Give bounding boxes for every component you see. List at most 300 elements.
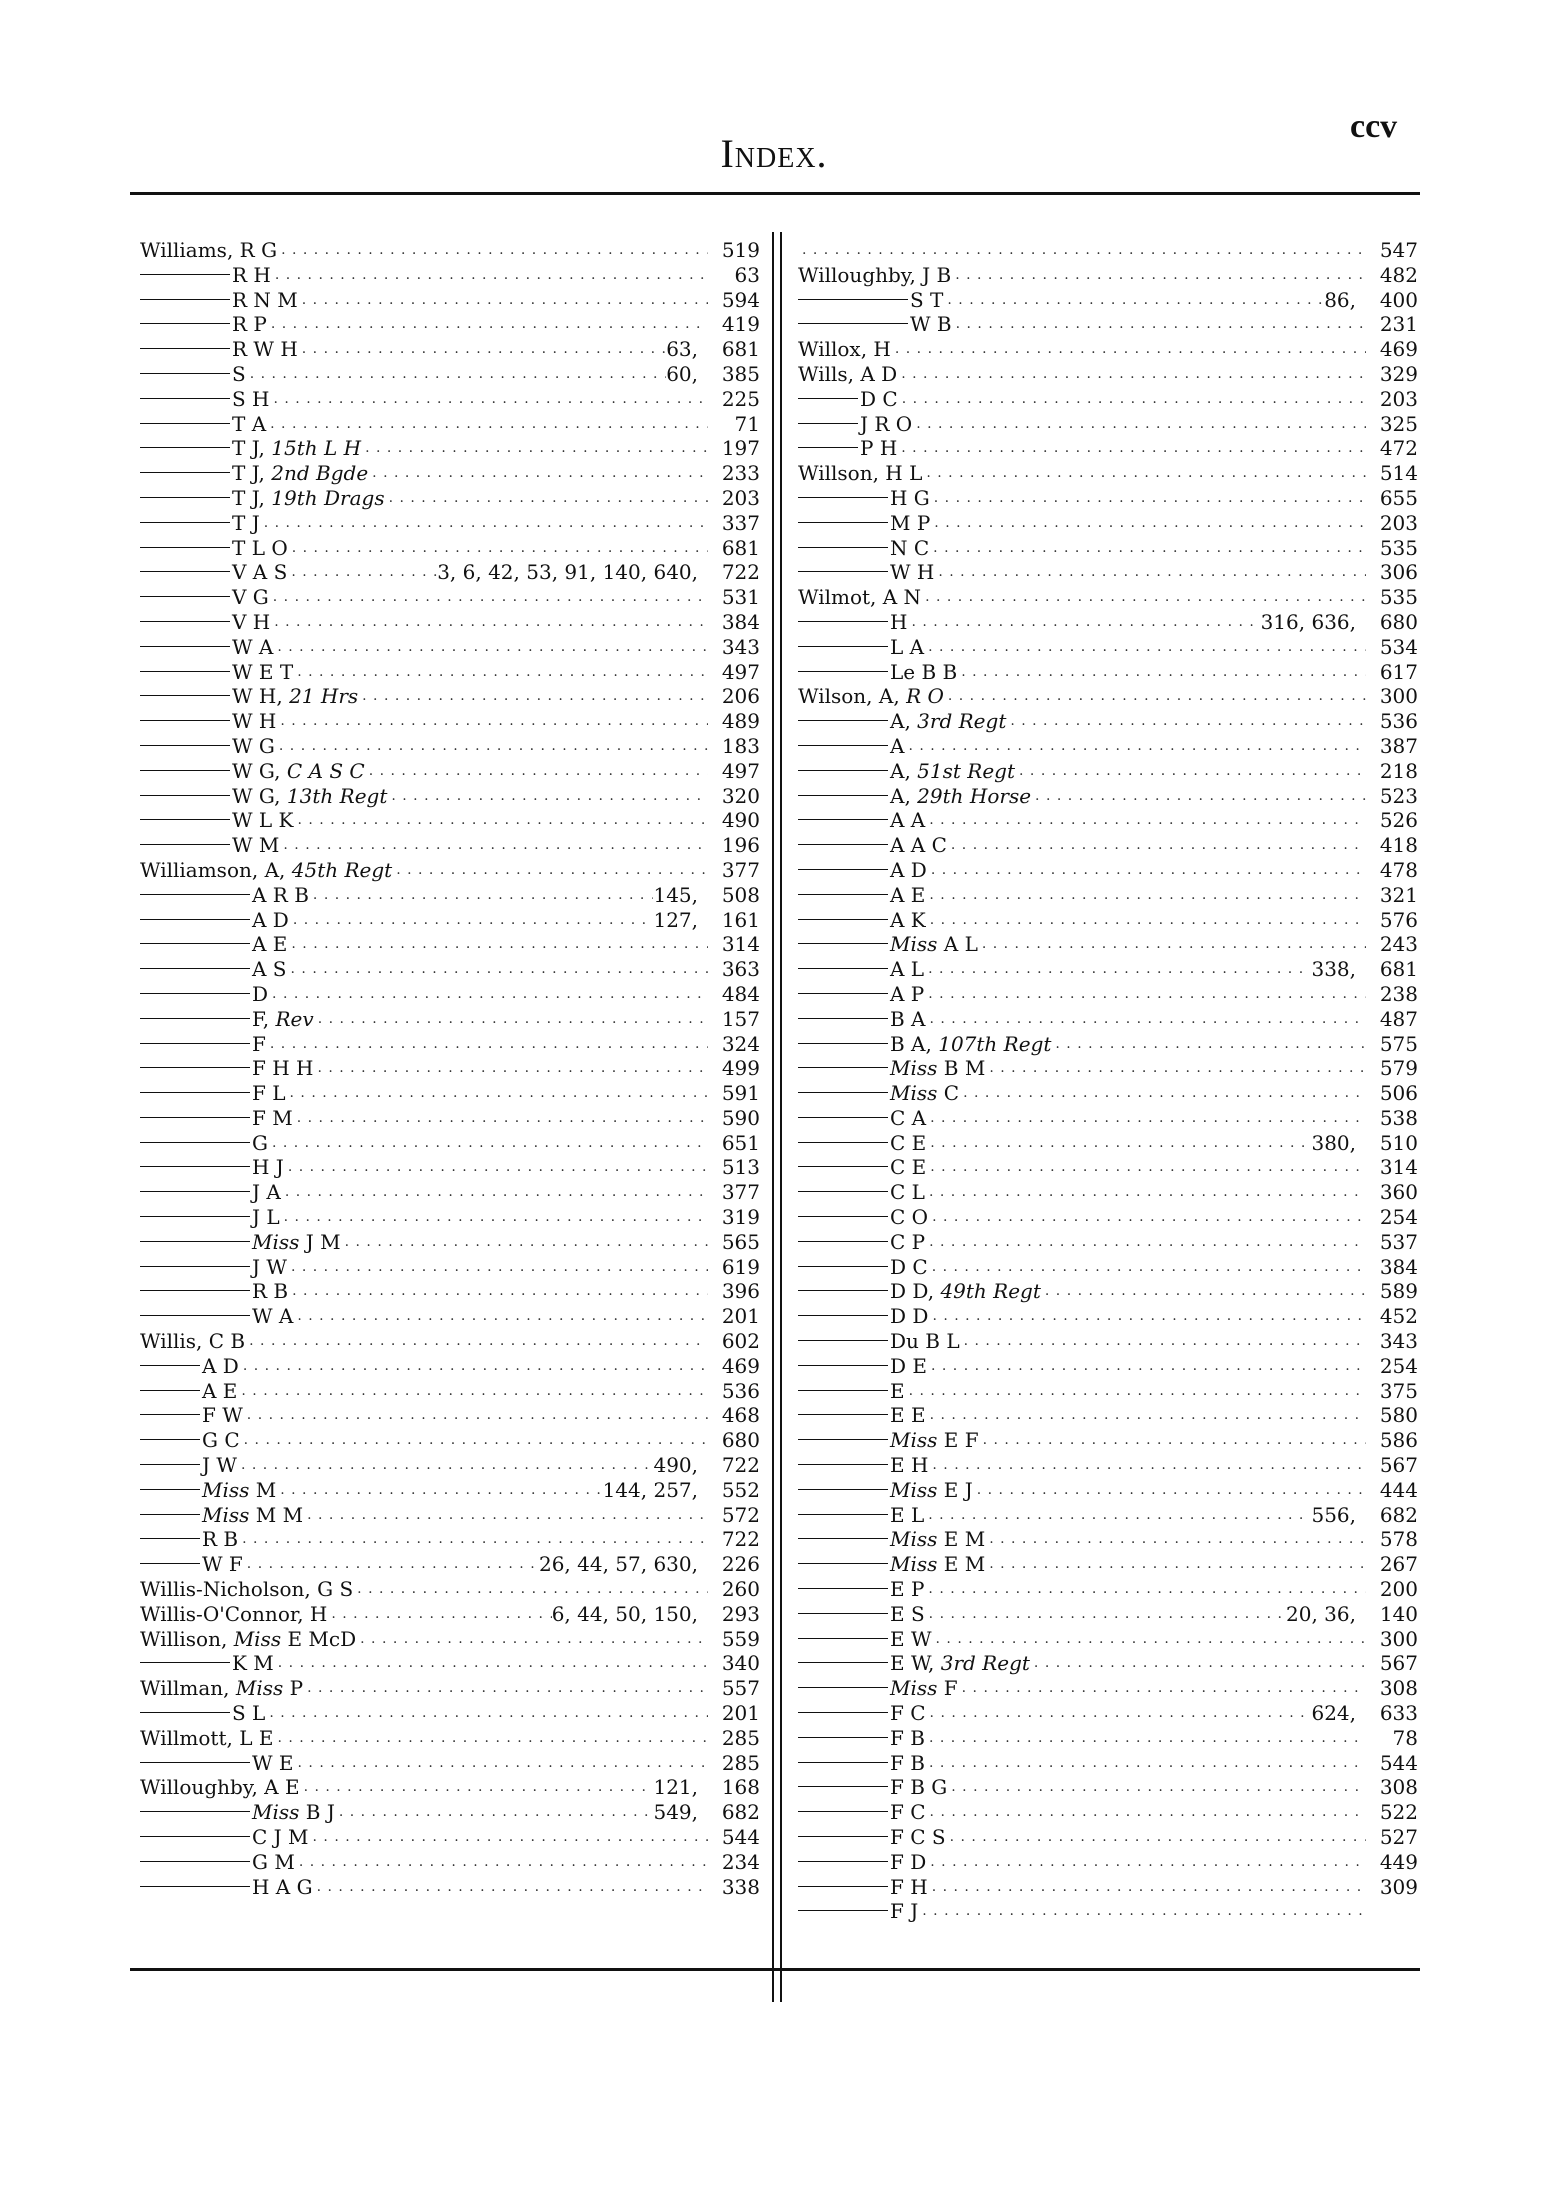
entry-page-number: 338 [721,1874,760,1899]
entry-qualifier: 13th Regt [286,783,388,808]
dot-leader [274,1651,708,1676]
entry-label: F M [252,1105,293,1130]
entry-page-number: 320 [721,783,760,808]
entry-label: D E [890,1353,927,1378]
entry-label: J M [305,1229,341,1254]
ditto-dash [140,671,230,672]
entry-qualifier: 29th Horse [917,783,1032,808]
ditto-dash [798,1290,888,1291]
entry-name [798,982,924,1007]
entry-label: N C [890,535,930,560]
ditto-dash [798,1886,888,1887]
dot-leader [368,461,708,486]
index-entry [798,734,1418,759]
entry-name [798,486,930,511]
index-entry [798,1131,1418,1156]
entry-name [140,883,309,908]
entry-label: R P [232,312,267,337]
index-entry [140,1255,760,1280]
ditto-dash [140,1662,230,1663]
ditto-dash [798,522,888,523]
dot-leader [912,412,1366,437]
dot-leader [928,1205,1366,1230]
ditto-dash [798,1910,888,1911]
index-entry [140,1527,760,1552]
ditto-dash [798,844,888,845]
index-entry [140,784,760,809]
index-entry [140,1230,760,1255]
ditto-dash [140,1092,250,1093]
entry-page-number: 617 [1379,659,1418,684]
entry-label: E P [890,1577,925,1602]
entry-qualifier: 15th L H [271,436,362,461]
entry-page-number: 293 [721,1601,760,1626]
entry-title: Miss [890,1527,938,1552]
entry-label: Wilmot, A N [798,585,922,610]
entry-label: F C [890,1800,926,1825]
entry-name [798,312,952,337]
ditto-dash [798,1340,888,1341]
dot-leader [353,1577,708,1602]
entry-name [140,1155,284,1180]
index-entry [140,759,760,784]
bottom-rule [130,1968,1420,1971]
ditto-dash [140,571,230,572]
entry-page-number: 314 [721,932,760,957]
dot-leader [298,288,708,313]
ditto-dash [140,1811,250,1812]
entry-label: C E [890,1155,927,1180]
entry-page-number: 340 [721,1651,760,1676]
ditto-dash [140,1563,200,1564]
dot-leader [926,1007,1367,1032]
entry-name [798,1751,925,1776]
entry-extra-pages: 127, [653,907,698,932]
entry-label: Willson, H L [798,461,923,486]
index-entry [140,734,760,759]
entry-label: W F [202,1552,243,1577]
ditto-dash [140,274,230,275]
entry-label: W H [890,560,935,585]
entry-page-number: 537 [1379,1229,1418,1254]
dot-leader [279,833,708,858]
entry-page-number: 580 [1379,1403,1418,1428]
entry-name [798,1106,926,1131]
ditto-dash [798,819,888,820]
entry-name [798,536,929,561]
dot-leader [293,1106,708,1131]
index-entry [798,808,1418,833]
dot-leader [925,1751,1366,1776]
dot-leader [927,858,1366,883]
index-entry [140,1180,760,1205]
dot-leader [281,1180,708,1205]
entry-label: W M [232,833,280,858]
entry-page-number: 579 [1379,1056,1418,1081]
entry-label: E H [890,1453,929,1478]
entry-name [140,1527,238,1552]
ditto-dash [798,299,908,300]
index-entry [140,436,760,461]
entry-label: B M [943,1056,986,1081]
entry-name [140,610,270,635]
index-entry [140,908,760,933]
entry-name [798,560,934,585]
ditto-dash [798,1861,888,1862]
entry-name [798,288,943,313]
entry-title: Miss [252,1229,300,1254]
entry-page-number: 201 [721,1304,760,1329]
ditto-dash [798,1067,888,1068]
ditto-dash [140,1836,250,1837]
entry-page-number: 590 [721,1105,760,1130]
entry-name [798,1329,960,1354]
entry-extra-pages: 20, 36, [1286,1601,1356,1626]
entry-name [140,263,271,288]
entry-name [140,412,266,437]
ditto-dash [798,1414,888,1415]
index-entry [798,635,1418,660]
entry-page-number: 203 [721,485,760,510]
index-entry [140,1403,760,1428]
entry-page-number [1366,1899,1418,1924]
dot-leader [237,1379,708,1404]
index-entry [798,1577,1418,1602]
dot-leader [1030,1651,1366,1676]
entry-name [798,585,921,610]
entry-page-number: 565 [721,1229,760,1254]
entry-label: W G [232,733,275,758]
entry-page-number: 557 [721,1676,760,1701]
entry-initials: P [289,1676,304,1701]
ditto-dash [798,1588,888,1589]
entry-name [140,1032,266,1057]
entry-label: V A S [232,560,288,585]
entry-page-number: 526 [1379,808,1418,833]
dot-leader [905,1379,1366,1404]
ditto-dash [798,1638,888,1639]
dot-leader [298,337,666,362]
entry-page-number: 308 [1379,1775,1418,1800]
ditto-dash [798,1166,888,1167]
entry-qualifier: 3rd Regt [940,1651,1030,1676]
entry-label: Willoughby, A E [140,1775,300,1800]
index-entry [798,709,1418,734]
entry-label: T J, [232,485,265,510]
entry-label: T A [232,411,267,436]
dot-leader [284,1155,708,1180]
entry-label: W E T [232,659,294,684]
ditto-dash [140,894,250,895]
dot-leader [944,684,1366,709]
entry-page-number: 314 [1379,1155,1418,1180]
dot-leader [927,1354,1366,1379]
dot-leader [237,1453,654,1478]
entry-label: S L [232,1701,266,1726]
entry-label: J A [252,1180,281,1205]
entry-page-number: 469 [721,1353,760,1378]
ditto-dash [140,547,230,548]
entry-page-number: 591 [721,1081,760,1106]
dot-leader [921,585,1366,610]
entry-page-number: 444 [1379,1477,1418,1502]
entry-title: Miss [202,1477,250,1502]
entry-page-number: 544 [721,1825,760,1849]
entry-label: Willis-Nicholson, G S [140,1577,354,1602]
entry-label: L A [890,634,925,659]
entry-name [140,560,287,585]
ditto-dash [798,1365,888,1366]
ditto-dash [140,1266,250,1267]
entry-label: W A [232,634,274,659]
dot-leader [951,263,1366,288]
dot-leader [897,362,1366,387]
entry-label: W G, [232,758,281,783]
entry-title: Miss [202,1502,250,1527]
entry-name [798,1180,925,1205]
ditto-dash [798,894,888,895]
entry-name [798,263,951,288]
ditto-dash [798,1464,888,1465]
entry-page-number: 329 [1379,361,1418,386]
entry-label: B A, [890,1031,932,1056]
ditto-dash [140,1043,250,1044]
dot-leader [943,288,1324,313]
index-entry [798,1627,1418,1652]
dot-leader [273,635,708,660]
dot-leader [387,784,708,809]
entry-page-number: 254 [1379,1353,1418,1378]
entry-page-number: 418 [1379,833,1418,858]
entry-label: D C [890,1254,928,1279]
entry-name [140,1279,288,1304]
entry-name [798,808,925,833]
ditto-dash [140,1241,250,1242]
entry-label: E F [943,1428,979,1453]
index-entry [798,684,1418,709]
index-entry [798,759,1418,784]
entry-page-number: 619 [721,1254,760,1279]
entry-name [798,337,891,362]
entry-label: H A G [252,1874,313,1899]
entry-label: R B [202,1527,239,1552]
index-entry [140,709,760,734]
index-entry [140,1081,760,1106]
entry-name [798,660,957,685]
dot-leader [275,734,708,759]
entry-qualifier: 2nd Bgde [271,461,369,486]
entry-name [140,1428,240,1453]
entry-page-number: 238 [1379,981,1418,1006]
entry-page-number: 319 [721,1205,760,1230]
entry-page-number: 206 [721,684,760,709]
entry-page-number: 201 [721,1701,760,1726]
dot-leader [286,1081,708,1106]
entry-extra-pages: 86, [1324,287,1356,312]
entry-name [798,1577,924,1602]
entry-name [140,1775,300,1800]
index-entry [140,238,760,263]
entry-label: V H [232,609,271,634]
entry-name [798,1503,924,1528]
ditto-dash [798,571,888,572]
entry-label: F B G [890,1775,948,1800]
entry-page-number: 567 [1379,1453,1418,1478]
dot-leader [1015,759,1366,784]
entry-qualifier: 49th Regt [940,1279,1041,1304]
entry-name [140,585,269,610]
entry-label: C E [890,1130,927,1155]
entry-name [140,784,387,809]
entry-name [798,1230,925,1255]
index-entry [140,1304,760,1329]
entry-title: Miss [252,1800,300,1825]
index-entry [798,1354,1418,1379]
ditto-dash [798,943,888,944]
ditto-dash [798,1266,888,1267]
ditto-dash [140,1315,250,1316]
ditto-dash [140,1861,250,1862]
entry-page-number: 547 [1379,238,1418,262]
entry-label: B J [305,1800,335,1825]
index-entry [140,1577,760,1602]
entry-name [798,635,924,660]
entry-name [140,1552,243,1577]
dot-leader [268,1131,708,1156]
entry-page-number: 449 [1379,1849,1418,1874]
dot-leader [897,436,1366,461]
entry-label: Williams, R G [140,238,278,262]
index-entry [140,585,760,610]
index-entry [798,1825,1418,1850]
index-entry [140,1825,760,1850]
dot-leader [947,1775,1366,1800]
ditto-dash [798,1563,888,1564]
entry-label: E W, [890,1651,935,1676]
entry-label: A A [890,808,926,833]
entry-page-number: 377 [721,1180,760,1205]
dot-leader [303,1676,708,1701]
entry-page-number: 535 [1379,535,1418,560]
index-entry [140,1775,760,1800]
entry-name [798,932,978,957]
ditto-dash [140,1290,250,1291]
dot-leader [907,610,1260,635]
dot-leader [985,1056,1366,1081]
entry-name [798,1627,932,1652]
index-entry [798,1751,1418,1776]
entry-page-number: 218 [1379,758,1418,783]
ditto-dash [798,671,888,672]
dot-leader [277,238,708,263]
dot-leader [265,1701,708,1726]
entry-name [798,1155,926,1180]
entry-label: A S [252,957,287,982]
index-entry [140,1155,760,1180]
entry-label: W G, [232,783,281,808]
ditto-dash [798,770,888,771]
entry-label: E J [943,1477,973,1502]
entry-name [140,436,361,461]
entry-page-number: 575 [1379,1031,1418,1056]
ditto-dash [798,745,888,746]
entry-page-number: 254 [1379,1205,1418,1230]
entry-page-number: 682 [1379,1502,1418,1527]
page-number: ccv [1350,108,1398,145]
entry-page-number: 487 [1379,1006,1418,1031]
index-entry [798,858,1418,883]
entry-label: V G [232,585,269,610]
entry-label: A L [943,932,978,957]
entry-label: W E [252,1750,294,1775]
entry-label: E W [890,1626,932,1651]
entry-label: A, [890,783,911,808]
entry-label: E E [890,1403,926,1428]
entry-name [140,684,358,709]
ditto-dash [798,1142,888,1143]
ditto-dash [798,547,888,548]
entry-name [798,734,904,759]
entry-label: F [943,1676,958,1701]
dot-leader [246,362,666,387]
index-entry [798,362,1418,387]
dot-leader [932,1627,1366,1652]
entry-label: A E [202,1378,238,1403]
index-entry [140,536,760,561]
entry-extra-pages: 549, [653,1800,698,1825]
index-entry [798,1701,1418,1726]
entry-label: G [252,1130,268,1155]
dot-leader [926,908,1366,933]
entry-label: F L [252,1081,286,1106]
entry-label: R N M [232,287,298,312]
entry-page-number: 681 [721,337,760,362]
dot-leader [926,1701,1312,1726]
ditto-dash [798,497,888,498]
dot-leader [309,883,654,908]
entry-extra-pages: 121, [653,1775,698,1800]
entry-name [798,412,912,437]
entry-name [140,833,279,858]
dot-leader [358,684,708,709]
entry-qualifier: 21 Hrs [289,684,359,709]
entry-page-number: 468 [721,1403,760,1428]
entry-name [140,312,267,337]
entry-label: C [943,1081,960,1106]
ditto-dash [140,844,230,845]
entry-name [140,238,277,263]
entry-page-number: 452 [1379,1304,1418,1329]
entry-page-number: 589 [1379,1279,1418,1304]
entry-extra-pages: 556, [1311,1502,1356,1527]
dot-leader [925,883,1366,908]
entry-title: Miss [890,1428,938,1453]
entry-page-number: 325 [1379,411,1418,436]
dot-leader [239,1354,708,1379]
entry-title: Miss [890,1552,938,1577]
ditto-dash [140,646,230,647]
index-entry [798,1428,1418,1453]
dot-leader [928,1304,1366,1329]
entry-page-number: 324 [721,1031,760,1056]
dot-leader [327,1602,551,1627]
entry-name [140,1800,335,1825]
entry-page-number: 197 [721,436,760,461]
index-entry [798,238,1418,263]
dot-leader [926,1403,1366,1428]
entry-page-number: 360 [1379,1180,1418,1205]
entry-name [140,734,275,759]
